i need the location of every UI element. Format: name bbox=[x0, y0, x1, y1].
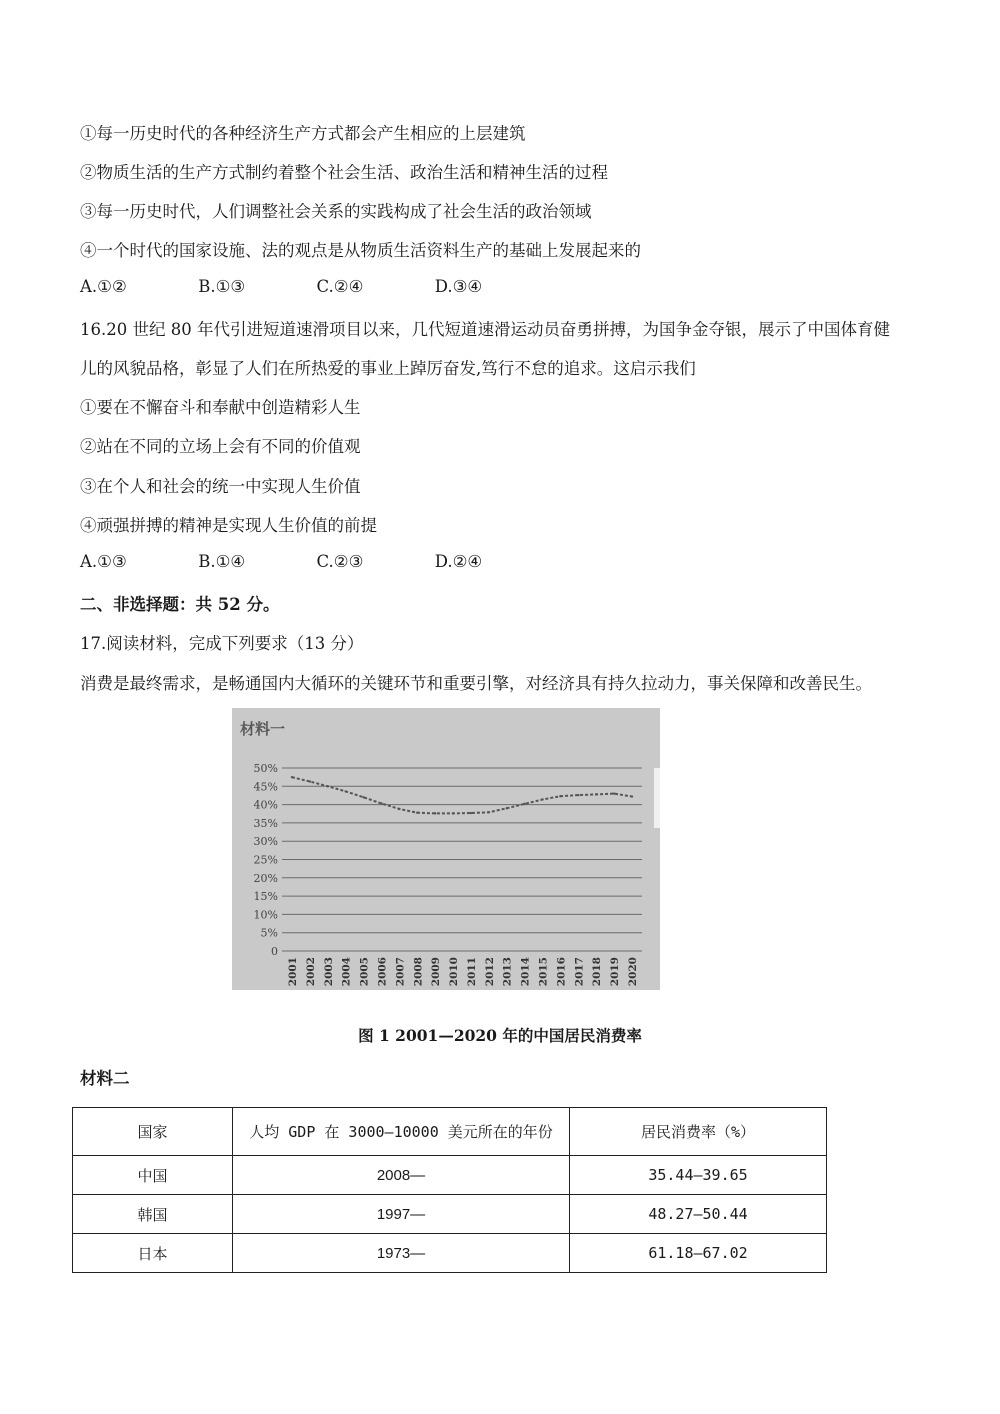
section-2-title: 二、非选择题：共 52 分。 bbox=[80, 595, 280, 614]
data-point bbox=[344, 790, 346, 792]
y-tick-label: 40% bbox=[253, 798, 278, 812]
data-point bbox=[327, 785, 329, 787]
y-tick-label: 0 bbox=[271, 945, 278, 958]
y-tick-label: 45% bbox=[253, 780, 278, 794]
x-tick-label: 2020 bbox=[627, 957, 639, 987]
q16-option-3: ③在个人和社会的统一中实现人生价值 bbox=[80, 477, 361, 496]
q16-option-2: ②站在不同的立场上会有不同的价值观 bbox=[80, 437, 361, 456]
cell-rate: 61.18—67.02 bbox=[570, 1234, 827, 1273]
q15-choice-b: B.①③ bbox=[198, 277, 246, 296]
data-point bbox=[595, 793, 597, 795]
y-tick-label: 20% bbox=[253, 871, 278, 885]
header-consumption-rate: 居民消费率（%） bbox=[570, 1108, 827, 1156]
x-tick-label: 2007 bbox=[394, 957, 407, 987]
data-point bbox=[309, 780, 311, 782]
x-tick-label: 2005 bbox=[358, 957, 371, 987]
q16-choice-d: D.②④ bbox=[434, 552, 483, 571]
data-point bbox=[380, 802, 382, 804]
y-tick-label: 15% bbox=[253, 890, 278, 904]
q15-option-4: ④一个时代的国家设施、法的观点是从物质生活资料生产的基础上发展起来的 bbox=[80, 241, 641, 260]
y-tick-label: 25% bbox=[253, 853, 278, 867]
table-header-row bbox=[73, 1108, 827, 1156]
x-tick-label: 2001 bbox=[287, 957, 299, 987]
q15-choices bbox=[80, 277, 482, 296]
data-point bbox=[523, 803, 525, 805]
x-tick-label: 2003 bbox=[322, 957, 335, 987]
data-point bbox=[398, 808, 400, 810]
q16-option-4: ④顽强拼搏的精神是实现人生价值的前提 bbox=[80, 516, 377, 535]
q16-option-1: ①要在不懈奋斗和奉献中创造精彩人生 bbox=[80, 398, 361, 417]
x-tick-label: 2002 bbox=[304, 957, 317, 987]
q15-choice-d: D.③④ bbox=[434, 277, 483, 296]
q17-intro: 消费是最终需求，是畅通国内大循环的关键环节和重要引擎，对经济具有持久拉动力，事关保障和改善民生。 bbox=[80, 674, 872, 693]
cell-country: 韩国 bbox=[73, 1195, 233, 1234]
cell-country: 日本 bbox=[73, 1234, 233, 1273]
x-tick-label: 2009 bbox=[430, 957, 443, 987]
data-point bbox=[577, 794, 579, 796]
y-tick-label: 5% bbox=[260, 926, 278, 940]
cell-year: 1997— bbox=[233, 1195, 570, 1234]
x-tick-label: 2015 bbox=[537, 957, 550, 987]
q16-choice-a: A.①③ bbox=[80, 552, 127, 571]
q15-option-3: ③每一历史时代，人们调整社会关系的实践构成了社会生活的政治领域 bbox=[80, 202, 592, 221]
x-tick-label: 2004 bbox=[340, 957, 353, 987]
q16-choice-b: B.①④ bbox=[198, 552, 246, 571]
q16-stem-line-2: 儿的风貌品格，彰显了人们在所热爱的事业上踔厉奋发,笃行不怠的追求。这启示我们 bbox=[80, 359, 696, 378]
x-tick-label: 2006 bbox=[376, 957, 389, 987]
data-point bbox=[541, 798, 543, 800]
q17-title: 17.阅读材料，完成下列要求（13 分） bbox=[80, 634, 364, 653]
y-tick-label: 30% bbox=[253, 835, 278, 849]
x-tick-label: 2017 bbox=[573, 957, 586, 987]
chart-title: 材料一 bbox=[240, 720, 286, 738]
header-country: 国家 bbox=[73, 1108, 233, 1156]
data-point bbox=[559, 795, 561, 797]
data-point bbox=[452, 812, 454, 814]
chart-photo-background bbox=[232, 708, 660, 990]
data-point bbox=[416, 811, 418, 813]
x-tick-label: 2010 bbox=[448, 957, 461, 987]
q16-stem-line-1: 16.20 世纪 80 年代引进短道速滑项目以来，几代短道速滑运动员奋勇拼搏，为国争金夺银，展示了中国体育健 bbox=[80, 320, 890, 339]
data-point bbox=[470, 812, 472, 814]
table-row bbox=[73, 1195, 827, 1234]
table-row bbox=[73, 1156, 827, 1195]
x-tick-label: 2012 bbox=[483, 957, 496, 987]
header-gdp-year: 人均 GDP 在 3000—10000 美元所在的年份 bbox=[233, 1108, 570, 1156]
q16-choices bbox=[80, 552, 482, 571]
q15-option-2: ②物质生活的生产方式制约着整个社会生活、政治生活和精神生活的过程 bbox=[80, 163, 608, 182]
x-tick-label: 2013 bbox=[501, 957, 514, 987]
data-point bbox=[488, 811, 490, 813]
y-tick-label: 35% bbox=[253, 816, 278, 830]
q15-option-1: ①每一历史时代的各种经济生产方式都会产生相应的上层建筑 bbox=[80, 124, 526, 143]
data-point bbox=[631, 795, 633, 797]
data-point bbox=[291, 776, 293, 778]
cell-year: 2008— bbox=[233, 1156, 570, 1195]
q15-choice-a: A.①② bbox=[80, 277, 127, 296]
data-point bbox=[613, 792, 615, 794]
x-tick-label: 2011 bbox=[465, 957, 478, 987]
q16-choice-c: C.②③ bbox=[316, 552, 364, 571]
table-row bbox=[73, 1234, 827, 1273]
material-2-title: 材料二 bbox=[80, 1069, 130, 1088]
chart-photo-edge bbox=[654, 768, 660, 828]
data-point bbox=[506, 807, 508, 809]
x-tick-label: 2018 bbox=[591, 957, 604, 987]
cell-rate: 35.44—39.65 bbox=[570, 1156, 827, 1195]
consumption-rate-chart bbox=[232, 708, 660, 990]
x-tick-label: 2008 bbox=[412, 957, 425, 987]
cell-year: 1973— bbox=[233, 1234, 570, 1273]
cell-country: 中国 bbox=[73, 1156, 233, 1195]
x-tick-label: 2016 bbox=[555, 957, 568, 987]
figure-caption: 图 1 2001—2020 年的中国居民消费率 bbox=[358, 1026, 642, 1045]
data-point bbox=[362, 796, 364, 798]
y-tick-label: 10% bbox=[253, 908, 278, 922]
cell-rate: 48.27—50.44 bbox=[570, 1195, 827, 1234]
x-tick-label: 2014 bbox=[519, 957, 532, 987]
x-tick-label: 2019 bbox=[609, 957, 622, 987]
q15-choice-c: C.②④ bbox=[316, 277, 364, 296]
y-tick-label: 50% bbox=[253, 762, 278, 775]
gdp-consumption-table bbox=[72, 1107, 827, 1273]
data-point bbox=[434, 812, 436, 814]
